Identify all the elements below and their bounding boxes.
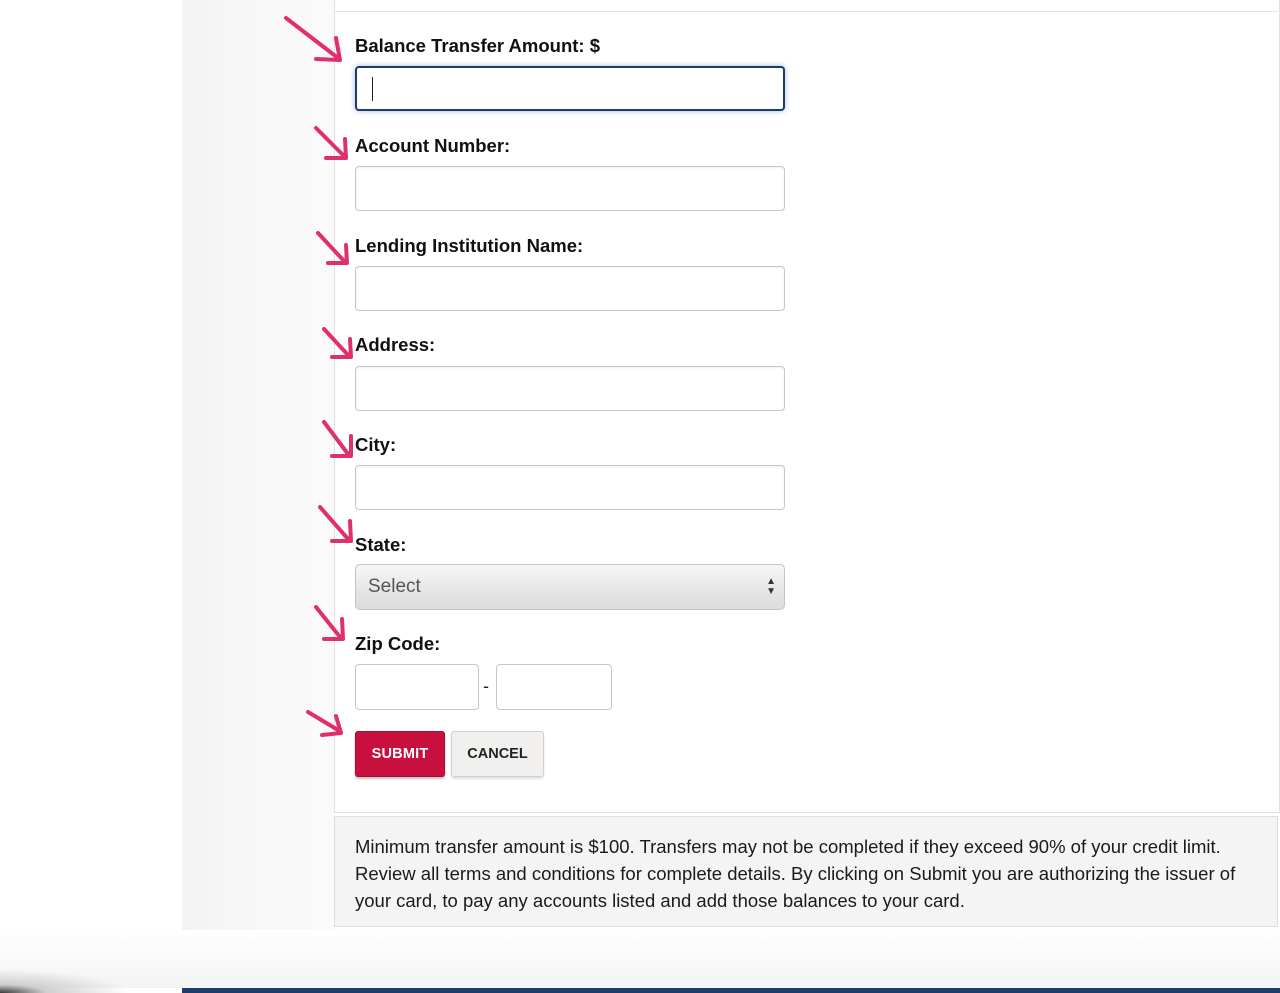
- lending-institution-input[interactable]: [355, 266, 785, 311]
- annotation-arrow-icon: [320, 325, 356, 361]
- disclaimer-text: Minimum transfer amount is $100. Transfers may not be completed if they exceed 90% of your credit limit. Review all terms and conditions for complete details. By clicking on Submit you are authorizing the issuer of your card, to pay any accounts listed and add those balances to your card.: [355, 836, 1236, 911]
- annotation-arrow-icon: [304, 708, 346, 738]
- select-arrows-icon: ▲ ▼: [766, 576, 776, 597]
- window-corner: [0, 960, 182, 993]
- state-select-value: Select: [368, 576, 421, 597]
- annotation-arrow-icon: [280, 14, 346, 66]
- city-label: City:: [355, 434, 397, 455]
- footer-bar: [182, 988, 1280, 993]
- address-input[interactable]: [355, 366, 785, 411]
- zip-extension-input[interactable]: [496, 664, 612, 710]
- annotation-arrow-icon: [312, 124, 352, 164]
- address-label: Address:: [355, 334, 436, 355]
- lending-institution-label: Lending Institution Name:: [355, 235, 584, 256]
- city-input[interactable]: [355, 465, 785, 510]
- panel-divider: [334, 11, 1278, 12]
- page-footer-shadow: [0, 930, 1280, 988]
- state-label: State:: [355, 534, 407, 555]
- state-select[interactable]: [355, 564, 785, 610]
- annotation-arrow-icon: [314, 229, 352, 267]
- zip-separator: -: [483, 676, 489, 696]
- disclaimer-panel: [334, 816, 1278, 927]
- balance-transfer-amount-label: Balance Transfer Amount: $: [355, 35, 601, 56]
- text-caret: [372, 77, 373, 101]
- zip-code-label: Zip Code:: [355, 633, 441, 654]
- cancel-button[interactable]: CANCEL: [451, 731, 544, 777]
- zip-code-input[interactable]: [355, 664, 479, 710]
- account-number-input[interactable]: [355, 166, 785, 211]
- annotation-arrow-icon: [320, 418, 356, 460]
- annotation-arrow-icon: [312, 603, 348, 643]
- submit-button[interactable]: SUBMIT: [355, 731, 445, 777]
- annotation-arrow-icon: [316, 503, 356, 545]
- account-number-label: Account Number:: [355, 135, 511, 156]
- page-left-margin: [0, 0, 182, 993]
- balance-transfer-amount-input[interactable]: [355, 66, 785, 111]
